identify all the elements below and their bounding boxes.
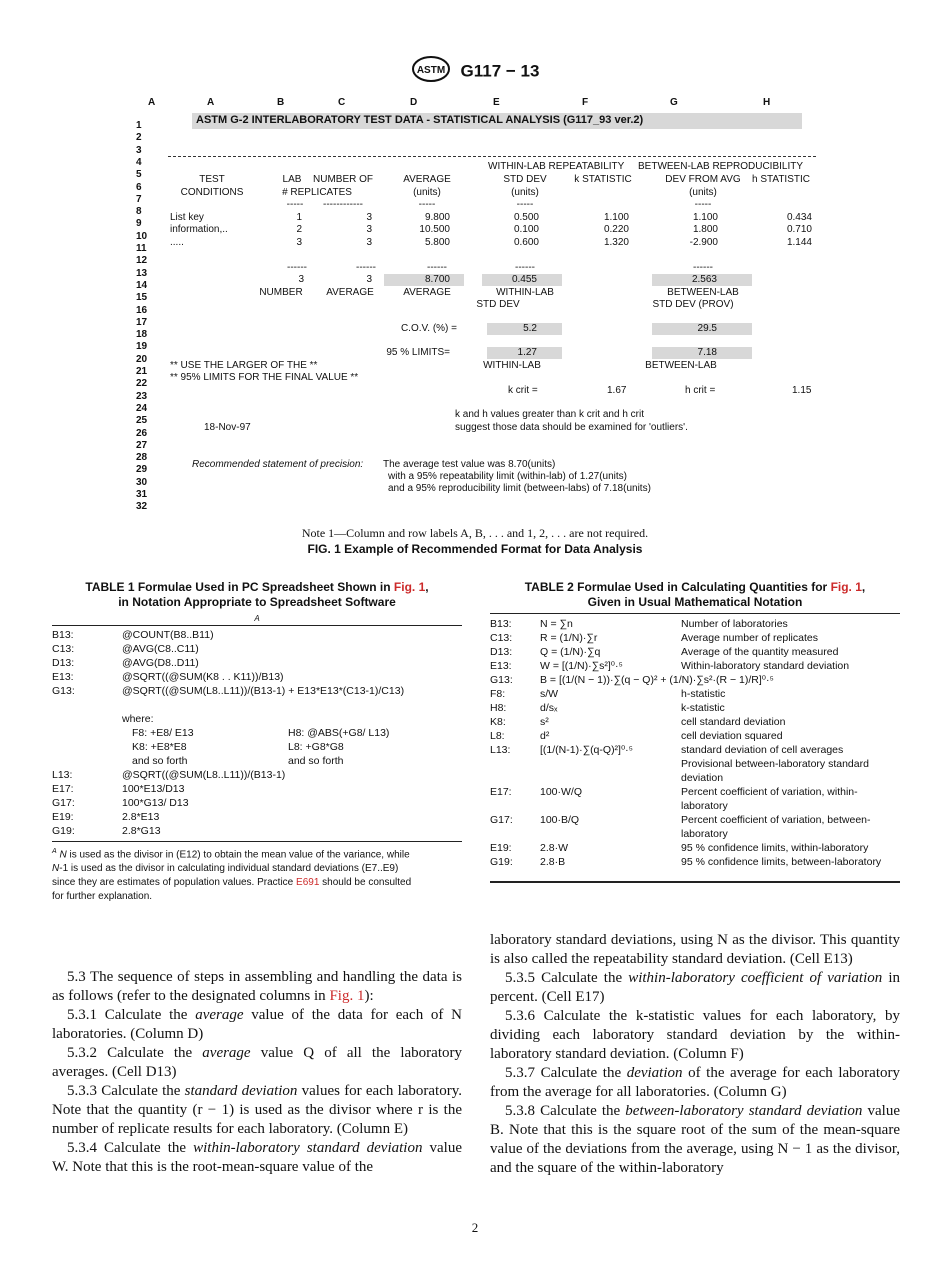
cell-ref: E17: (490, 786, 512, 798)
description: cell deviation squared (681, 730, 783, 742)
cell-ref: D13: (490, 646, 513, 658)
formula: @AVG(D8..D11) (122, 657, 199, 669)
dash-cell: ------------ (323, 199, 363, 210)
cell-ref: K8: (490, 716, 506, 728)
table1-caption-sup: A (254, 614, 260, 623)
outlier-note-1: k and h values greater than k crit and h crit (455, 409, 644, 420)
note-larger: ** USE THE LARGER OF THE ** (170, 360, 318, 371)
cell-ref: E17: (52, 783, 74, 795)
formula: d² (540, 730, 550, 742)
cell-ref: L13: (490, 744, 511, 756)
fn-n: N (59, 849, 67, 861)
row-number: 7 (136, 193, 142, 205)
row-number: 30 (136, 476, 148, 488)
limits-label: 95 % LIMITS= (386, 347, 450, 358)
description: cell standard deviation (681, 716, 786, 728)
table1-caption-line2: in Notation Appropriate to Spreadsheet Software (118, 595, 396, 609)
table1-caption-post: , (425, 580, 429, 594)
h-statistic: 0.710 (786, 224, 812, 236)
page-number: 2 (471, 1220, 479, 1235)
cell-ref: B13: (490, 618, 512, 630)
description: Percent coefficient of variation, within-laboratory (681, 786, 858, 812)
col-letter: G (670, 97, 678, 108)
para-text: value B. Note that this is the square root of the sum of the mean-square value of the deviations from the average, using N − 1 as the divisor, and the square of the within-laboratory (490, 1103, 900, 1176)
row-number: 9 (136, 218, 142, 230)
formula: @SQRT((@SUM(L8..L11))/(B13-1) + E13*E13*(C13-1)/C13) (122, 685, 405, 697)
paragraph-5-3-8 (490, 1102, 900, 1178)
formula: N = ∑n (540, 618, 573, 630)
k-crit-value: 1.67 (607, 385, 627, 396)
h-crit-value: 1.15 (792, 385, 812, 396)
fn-line3: since they are estimates of population values. Practice (52, 877, 297, 889)
formula: 2.8*E13 (122, 811, 160, 823)
para-text: 5.3.2 Calculate the (67, 1045, 203, 1061)
r13-avg-reps: 3 (366, 274, 372, 285)
para-text: 5.3.1 Calculate the (67, 1007, 196, 1023)
cell-ref: E13: (52, 671, 74, 683)
formula: R = (1/N)·∑r (540, 632, 598, 644)
paragraph-5-3-4 (52, 1139, 462, 1177)
para-emphasis: between-laboratory standard deviation (625, 1103, 863, 1119)
dash-cell: ----- (516, 199, 534, 210)
fn-line4: for further explanation. (52, 891, 153, 903)
body-left-column (52, 968, 462, 1177)
fn-line1: is used as the divisor in (E12) to obtain the mean value of the variance, while (66, 849, 410, 861)
row-number: 28 (136, 452, 148, 464)
row-number: 20 (136, 353, 148, 365)
lab-number: 2 (296, 224, 302, 236)
cell-ref: G19: (52, 825, 75, 837)
k-statistic: 0.220 (603, 224, 629, 236)
note-final-value: ** 95% LIMITS FOR THE FINAL VALUE ** (170, 372, 359, 383)
where-right: H8: @ABS(+G8/ L13) (288, 727, 390, 739)
paragraph-5-3-3 (52, 1082, 462, 1139)
row-number: 1 (136, 120, 142, 131)
table2-caption (490, 580, 900, 610)
row-number: 4 (136, 156, 142, 168)
where-right: L8: +G8*G8 (288, 741, 344, 753)
row-number: 31 (136, 489, 148, 500)
h6-units: (units) (511, 187, 539, 198)
para-text: ): (364, 988, 374, 1004)
cell-ref: B13: (52, 629, 74, 641)
para-text: 5.3.6 Calculate the k-statistic values for each laboratory, by dividing each laboratory standard deviation by the within-laboratory standard deviation. (Column F) (490, 1008, 900, 1062)
para-emphasis: average (202, 1045, 251, 1061)
average: 5.800 (424, 236, 450, 248)
para-text: 5.3.8 Calculate the (505, 1103, 626, 1119)
row-number: 15 (136, 292, 148, 304)
row-number: 8 (136, 206, 142, 218)
divider (168, 156, 816, 157)
fig-link[interactable]: Fig. 1 (329, 988, 365, 1004)
k-statistic: 1.100 (603, 212, 629, 223)
paragraph-5-3-7 (490, 1064, 900, 1102)
r20-between-lab: BETWEEN-LAB (645, 360, 717, 371)
h5-h-stat: h STATISTIC (752, 174, 810, 185)
table2-caption-pre: TABLE 2 Formulae Used in Calculating Quantities for (524, 580, 831, 594)
dash-cell: ------ (515, 262, 535, 273)
cell-ref: H8: (490, 702, 507, 714)
para-text: 5.3.5 Calculate the (505, 970, 629, 986)
lab-number: 3 (296, 236, 302, 248)
precision-line-1: The average test value was 8.70(units) (383, 459, 556, 470)
col-letter: D (410, 97, 418, 108)
h6-units: (units) (413, 187, 441, 198)
dash-cell: ----- (286, 199, 304, 210)
paragraph-5-3-5 (490, 969, 900, 1007)
table2-fig-link[interactable]: Fig. 1 (830, 580, 862, 594)
para-text: laboratory standard deviations, using N as the divisor. This quantity is also called the repeatability standard deviation. (Cell E13) (490, 932, 900, 967)
row-number: 22 (136, 378, 148, 390)
replicates: 3 (366, 212, 372, 223)
cell-ref: F8: (490, 688, 506, 700)
row-number: 19 (136, 341, 148, 353)
row-number: 17 (136, 316, 148, 328)
cell-ref: D13: (52, 657, 75, 669)
table1-footnote: $^A$ N is used as the divisor in (E12) to obtain the mean value of the variance, while N-1 is used as the divisor in calculating individual standard deviations (E7..E9) since they are estimates of population values. Practice E691 should be consulted for further explanation. (52, 848, 412, 903)
description: standard deviation of cell averages (681, 744, 844, 756)
std-dev: 0.600 (513, 236, 539, 248)
description: Percent coefficient of variation, between-laboratory (681, 814, 871, 840)
para-text: 5.3.7 Calculate the (505, 1065, 627, 1081)
h6-conditions: CONDITIONS (180, 187, 244, 198)
paragraph-5-3-2 (52, 1044, 462, 1082)
limits-within: 1.27 (517, 347, 537, 358)
row-number: 25 (136, 415, 148, 427)
row-number: 6 (136, 181, 142, 193)
limits-between: 7.18 (697, 347, 717, 358)
para-text: value of the data for each of N laboratories. (Column D) (52, 1007, 462, 1042)
formula: @SQRT((@SUM(K8 . . K11))/B13) (122, 671, 284, 683)
h5-lab: LAB (282, 174, 302, 185)
cell-ref: L8: (490, 730, 505, 742)
r14-between-lab: BETWEEN-LAB (667, 287, 739, 298)
formula: 2.8·W (540, 842, 569, 854)
cell-ref: G17: (52, 797, 75, 809)
cell-ref: E19: (490, 842, 512, 854)
average: 10.500 (419, 224, 450, 236)
table2-bottom-rule (490, 881, 900, 883)
dash-cell: ----- (418, 199, 436, 210)
row-number: 16 (136, 304, 148, 316)
h5-average: AVERAGE (403, 174, 451, 185)
k-statistic: 1.320 (603, 236, 629, 248)
formula: d/sₓ (540, 702, 558, 714)
formula: 100*G13/ D13 (122, 797, 189, 809)
formula: W = [(1/N)·∑s²]⁰·⁵ (540, 660, 623, 672)
row-number: 24 (136, 402, 148, 414)
para-text: of the average for each laboratory from the average for all laboratories. (Column G) (490, 1065, 900, 1100)
body-right-column (490, 931, 900, 1178)
para-text: values for each laboratory. Note that the quantity (r − 1) is used as the divisor where r is the number of replicate results for each laboratory. (Column E) (52, 1083, 462, 1137)
para-emphasis: deviation (626, 1065, 683, 1081)
r15-std-dev-prov: STD DEV (PROV) (652, 299, 734, 310)
figure-caption: FIG. 1 Example of Recommended Format for Data Analysis (307, 542, 643, 556)
table1-caption-pre: TABLE 1 Formulae Used in PC Spreadsheet Shown in (85, 580, 394, 594)
row-label: information,.. (170, 224, 228, 236)
row-number: 18 (136, 329, 148, 341)
precision-label: Recommended statement of precision: (192, 459, 364, 470)
figure-note: Note 1—Column and row labels A, B, . . . and 1, 2, . . . are not required. (301, 526, 649, 540)
cov-within: 5.2 (523, 323, 537, 334)
r15-std-dev: STD DEV (476, 299, 520, 310)
header-between: BETWEEN-LAB REPRODUCIBILITY (638, 161, 804, 172)
col-letter: F (582, 97, 589, 108)
para-emphasis: standard deviation (184, 1083, 298, 1099)
cell-ref: E13: (490, 660, 512, 672)
where-left: and so forth (132, 755, 188, 767)
row-number: 14 (136, 279, 148, 291)
formula: @AVG(C8..C11) (122, 643, 199, 655)
dash-cell: ------ (287, 262, 307, 273)
row-number: 3 (136, 144, 142, 156)
table1-caption (52, 580, 462, 626)
row-number: 13 (136, 267, 148, 279)
col-letter: A (207, 97, 215, 108)
table2-caption-line2: Given in Usual Mathematical Notation (587, 595, 803, 609)
figure-spreadsheet (132, 93, 822, 525)
sheet-date: 18-Nov-97 (204, 422, 251, 433)
header-within: WITHIN-LAB REPEATABILITY (488, 161, 625, 172)
dev-from-avg: 1.100 (692, 212, 718, 223)
where-label: where: (122, 713, 154, 725)
fn-line3b: should be consulted (319, 877, 412, 889)
h5-dev-from-avg: DEV FROM AVG (665, 174, 741, 185)
table1-bottom-rule (52, 841, 462, 842)
r13-average: 8.700 (424, 274, 450, 285)
h-statistic: 0.434 (786, 212, 812, 223)
row-label: ..... (170, 236, 184, 248)
h6-units: (units) (689, 187, 717, 198)
col-letter: H (763, 97, 771, 108)
std-dev: 0.500 (513, 212, 539, 223)
cell-ref: G17: (490, 814, 513, 826)
dev-from-avg: 1.800 (692, 224, 718, 236)
col-letter: C (338, 97, 346, 108)
astm-logo-icon (411, 56, 451, 87)
row-number: 2 (136, 132, 142, 144)
cov-label: C.O.V. (%) = (400, 323, 457, 334)
row-number: 32 (136, 501, 148, 513)
h6-replicates: # REPLICATES (282, 187, 352, 198)
e691-link[interactable]: E691 (296, 877, 320, 889)
h5-k-stat: k STATISTIC (574, 174, 632, 185)
r14-number: NUMBER (259, 287, 303, 298)
replicates: 3 (366, 236, 372, 248)
cell-ref: G13: (490, 674, 513, 686)
cell-ref: E19: (52, 811, 74, 823)
table1-top-rule (52, 625, 462, 626)
formula: 2.8·B (540, 856, 566, 868)
dash-cell: ----- (694, 199, 712, 210)
formula: s/W (540, 688, 559, 700)
h-statistic: 1.144 (786, 236, 812, 248)
table1-fig-link[interactable]: Fig. 1 (393, 580, 426, 594)
row-number: 12 (136, 255, 148, 267)
formula: 2.8*G13 (122, 825, 161, 837)
formula: 100·B/Q (540, 814, 580, 826)
col-letter: B (277, 97, 285, 108)
para-emphasis: within-laboratory standard deviation (193, 1140, 423, 1156)
para-emphasis: average (195, 1007, 244, 1023)
table2-caption-post: , (861, 580, 866, 594)
svg-text:ASTM: ASTM (416, 65, 445, 76)
replicates: 3 (366, 224, 372, 236)
description: h-statistic (681, 688, 726, 700)
para-text: 5.3.4 Calculate the (67, 1140, 194, 1156)
description: Average of the quantity measured (681, 646, 839, 658)
description: Within-laboratory standard deviation (681, 660, 850, 672)
description: Provisional between-laboratory standard deviation (681, 758, 869, 784)
cell-ref: G19: (490, 856, 513, 868)
r13-within-sd: 0.455 (511, 274, 537, 285)
where-left: F8: +E8/ E13 (132, 727, 194, 739)
col-letter: A (148, 97, 156, 108)
description: Average number of replicates (681, 632, 818, 644)
designation: G117 − 13 (460, 61, 540, 81)
formula: @COUNT(B8..B11) (122, 629, 214, 641)
where-right: and so forth (288, 755, 344, 767)
col-letter: E (493, 97, 500, 108)
r14-average: AVERAGE (403, 287, 451, 298)
formula: s² (540, 716, 549, 728)
para-text: 5.3 The sequence of steps in assembling and handling the data is as follows (refer to the designated columns in (52, 969, 462, 1004)
r14-average: AVERAGE (326, 287, 374, 298)
dash-cell: ------ (693, 262, 713, 273)
description: Number of laboratories (681, 618, 788, 630)
h-crit-label: h crit = (685, 385, 716, 396)
formula: 100*E13/D13 (122, 783, 185, 795)
formula: @SQRT((@SUM(L8..L11))/(B13-1) (122, 769, 286, 781)
where-left: K8: +E8*E8 (132, 741, 187, 753)
fn-n2: N (52, 863, 60, 875)
sheet-title: ASTM G-2 INTERLABORATORY TEST DATA - STATISTICAL ANALYSIS (G117_93 ver.2) (196, 114, 644, 126)
formula: 100·W/Q (540, 786, 583, 798)
row-number: 23 (136, 390, 148, 402)
dev-from-avg: -2.900 (689, 236, 718, 248)
precision-line-3: and a 95% reproducibility limit (between-labs) of 7.18(units) (388, 483, 651, 494)
description: 95 % confidence limits, between-laboratory (681, 856, 882, 868)
average: 9.800 (424, 212, 450, 223)
cell-ref: L13: (52, 769, 73, 781)
description: 95 % confidence limits, within-laboratory (681, 842, 869, 854)
r13-number: 3 (298, 274, 304, 285)
outlier-note-2: suggest those data should be examined for 'outliers'. (455, 422, 688, 433)
row-number: 29 (136, 464, 148, 476)
para-text: value W. Note that this is the root-mean-square value of the (52, 1140, 463, 1175)
cell-ref: C13: (52, 643, 75, 655)
std-dev: 0.100 (513, 224, 539, 236)
para-text: 5.3.3 Calculate the (67, 1083, 185, 1099)
paragraph-5-3-6 (490, 1007, 900, 1064)
cov-between: 29.5 (697, 323, 717, 334)
paragraph-5-3 (52, 968, 462, 1006)
cell-ref: C13: (490, 632, 513, 644)
para-text: value Q of all the laboratory averages. (Cell D13) (52, 1045, 462, 1080)
paragraph-cont (490, 931, 900, 969)
para-text: in percent. (Cell E17) (490, 970, 900, 1005)
r20-within-lab: WITHIN-LAB (483, 360, 541, 371)
dash-cell: ------ (427, 262, 447, 273)
dash-cell: ------ (356, 262, 376, 273)
row-number: 27 (136, 439, 148, 451)
description: k-statistic (681, 702, 725, 714)
formula: Q = (1/N)·∑q (540, 646, 601, 658)
r13-between-sd: 2.563 (691, 274, 717, 285)
para-emphasis: within-laboratory coefficient of variation (628, 970, 883, 986)
row-number: 26 (136, 427, 148, 439)
precision-line-2: with a 95% repeatability limit (within-lab) of 1.27(units) (388, 471, 627, 482)
page-header (0, 56, 950, 87)
fn-line2: -1 is used as the divisor in calculating individual standard deviations (E7..E9) (59, 863, 399, 875)
h5-std-dev: STD DEV (503, 174, 547, 185)
formula: [(1/(N-1)·∑(q-Q)²]⁰·⁵ (540, 744, 634, 756)
row-number: 21 (136, 366, 148, 377)
row-number: 10 (136, 230, 148, 242)
row-label: List key (170, 212, 204, 223)
row-number: 5 (136, 169, 142, 181)
r14-within-lab: WITHIN-LAB (496, 287, 554, 298)
paragraph-5-3-1 (52, 1006, 462, 1044)
lab-number: 1 (296, 212, 302, 223)
row-number: 11 (136, 243, 147, 254)
table2-top-rule (490, 613, 900, 614)
cell-ref: G13: (52, 685, 75, 697)
h5-test: TEST (199, 174, 225, 185)
h5-number-of: NUMBER OF (313, 174, 373, 185)
k-crit-label: k crit = (508, 385, 538, 396)
formula: B = [(1/(N − 1))·∑(q − Q)² + (1/N)·∑s²·(R − 1)/R]⁰·⁵ (540, 674, 774, 686)
